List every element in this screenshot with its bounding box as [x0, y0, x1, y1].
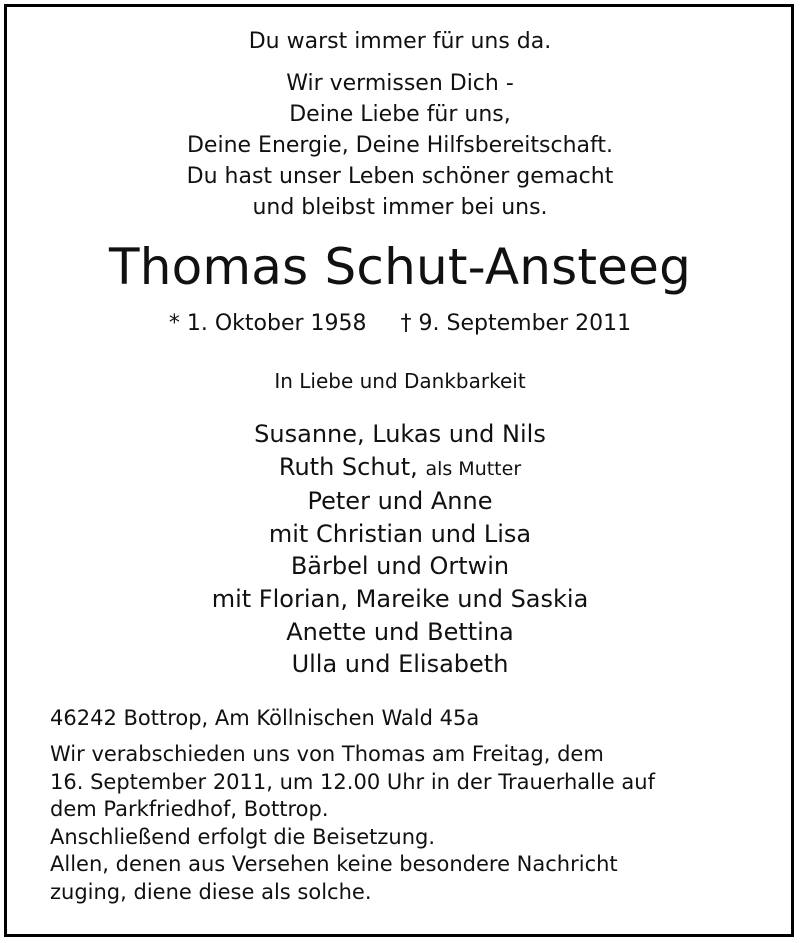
family-line: Peter und Anne: [307, 487, 493, 516]
notice-line: Wir verabschieden uns von Thomas am Freitag, dem: [50, 742, 604, 766]
motto-line: und bleibst immer bei uns.: [252, 195, 548, 220]
notice-line: 16. September 2011, um 12.00 Uhr in der Trauerhalle auf: [50, 769, 655, 794]
family-line: mit Christian und Lisa: [268, 519, 532, 548]
thanks-line: In Liebe und Dankbarkeit: [274, 369, 526, 393]
family-list: [0, 418, 800, 681]
family-line: Bärbel und Ortwin: [290, 552, 510, 581]
death-date: † 9. September 2011: [400, 311, 632, 336]
notice-line: Allen, denen aus Versehen keine besondere Nachricht: [50, 852, 618, 876]
funeral-notice: [50, 741, 770, 906]
motto-line: Deine Liebe für uns,: [289, 102, 511, 127]
motto-line: Du hast unser Leben schöner gemacht: [186, 164, 614, 189]
notice-line: dem Parkfriedhof, Bottrop.: [50, 797, 329, 821]
notice-line: zuging, diene diese als solche.: [50, 879, 372, 904]
motto-first-line: Du warst immer für uns da.: [248, 29, 552, 54]
family-line: Susanne, Lukas und Nils: [254, 420, 546, 448]
notice-line: Anschließend erfolgt die Beisetzung.: [50, 824, 436, 849]
motto-line: Wir vermissen Dich -: [286, 71, 514, 96]
life-dates: [0, 309, 800, 339]
family-line: mit Florian, Mareike und Saskia: [211, 584, 589, 613]
family-member-note: als Mutter: [425, 457, 522, 480]
address: 46242 Bottrop, Am Köllnischen Wald 45a: [50, 706, 480, 730]
deceased-name: Thomas Schut-Ansteeg: [108, 238, 692, 296]
motto-line: Deine Energie, Deine Hilfsbereitschaft.: [186, 133, 614, 158]
family-line: [0, 451, 800, 486]
family-line: Anette und Bettina: [286, 617, 514, 646]
birth-date: * 1. Oktober 1958: [168, 311, 367, 336]
motto-block: [0, 26, 800, 223]
family-member-name: Ruth Schut,: [278, 452, 418, 481]
family-line: Ulla und Elisabeth: [291, 650, 509, 679]
